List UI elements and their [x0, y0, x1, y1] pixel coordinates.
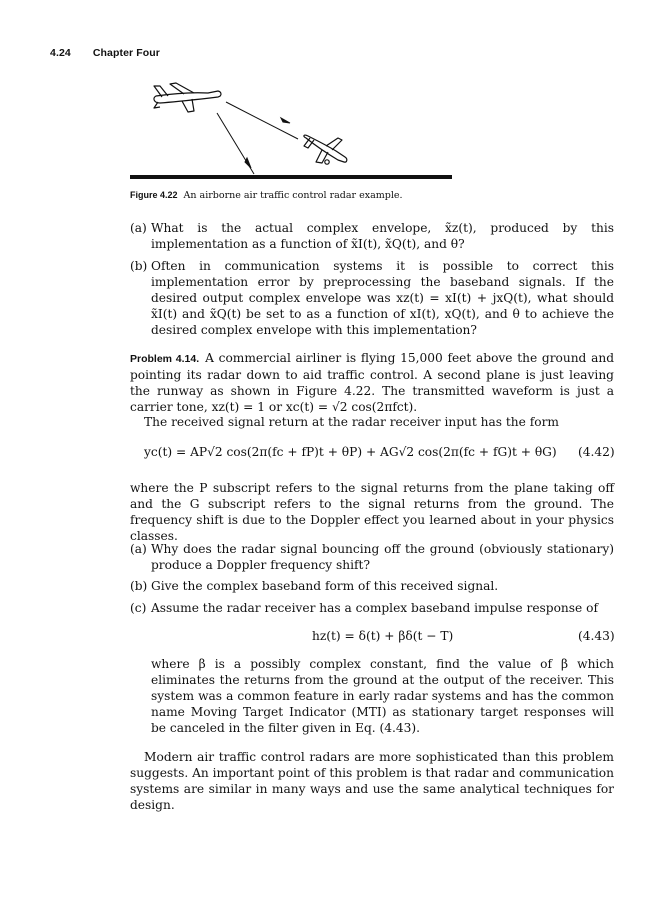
item-text: What is the actual complex envelope, x̃z(t), produced by this implementation as a function of x̃I(t), x̃Q(t), and θ?	[151, 221, 614, 251]
question-b-baseband	[130, 578, 614, 594]
problem-label: Problem 4.14.	[130, 353, 200, 365]
departing-plane-illustration	[304, 135, 347, 164]
item-label: (a)	[130, 542, 147, 556]
item-label: (c)	[130, 601, 147, 615]
question-a-complex-envelope	[130, 220, 614, 252]
equation-number-4-43: (4.43)	[578, 629, 615, 643]
question-a-doppler	[130, 541, 614, 573]
problem-statement	[130, 350, 614, 415]
figure-caption-text: An airborne air traffic control radar example.	[183, 190, 403, 201]
question-b-preprocessing	[130, 258, 614, 338]
page-header	[50, 47, 160, 59]
figure-label: Figure 4.22	[130, 190, 178, 200]
equation-4-43: hz(t) = δ(t) + βδ(t − T)	[312, 629, 454, 643]
ground-line	[130, 175, 452, 179]
item-text: Why does the radar signal bouncing off the ground (obviously stationary) produce a Doppler frequency shift?	[151, 542, 614, 572]
item-text: Often in communication systems it is possible to correct this implementation error by preprocessing the baseband signals. If the desired output complex envelope was xz(t) = xI(t) + jxQ(t), what should x̃I(t) and x̃Q(t) be set to as a function of xI(t), xQ(t), and θ to achieve the desired complex envelope with this implementation?	[151, 259, 614, 337]
paragraph-where: where the P subscript refers to the signal returns from the plane taking off and the G subscript refers to the signal returns from the ground. The frequency shift is due to the Doppler effect you learned about in your physics classes.	[130, 481, 614, 543]
item-label: (b)	[130, 259, 148, 273]
item-text: Assume the radar receiver has a complex baseband impulse response of	[151, 601, 598, 615]
page-number: 4.24	[50, 47, 71, 59]
equation-number-4-42: (4.42)	[578, 445, 615, 459]
equation-4-42: yc(t) = AP√2 cos(2π(fc + fP)t + θP) + AG√2 cos(2π(fc + fG)t + θG)	[144, 445, 557, 459]
figure-caption	[130, 190, 403, 201]
question-c-impulse-response	[130, 600, 614, 616]
airliner-illustration	[154, 83, 221, 112]
item-label: (b)	[130, 579, 148, 593]
problem-text: A commercial airliner is flying 15,000 feet above the ground and pointing its radar down to aid traffic control. A second plane is just leaving the runway as shown in Figure 4.22. The transmitted waveform is just a carrier tone, xz(t) = 1 or xc(t) = √2 cos(2πfct).	[130, 351, 614, 414]
received-signal-intro: The received signal return at the radar receiver input has the form	[144, 415, 559, 429]
item-text: Give the complex baseband form of this received signal.	[151, 579, 499, 593]
paragraph-final: Modern air traffic control radars are more sophisticated than this problem suggests. An important point of this problem is that radar and communication systems are similar in many ways and use the same analytical techniques for design.	[130, 750, 614, 812]
item-label: (a)	[130, 221, 147, 235]
radar-figure	[130, 76, 460, 186]
signal-paths	[217, 102, 298, 174]
paragraph-beta: where β is a possibly complex constant, find the value of β which eliminates the returns from the ground at the output of the receiver. This system was a common feature in early radar systems and has the common name Moving Target Indicator (MTI) as stationary target responses will be canceled in the filter given in Eq. (4.43).	[151, 657, 614, 735]
chapter-title: Chapter Four	[92, 47, 160, 59]
